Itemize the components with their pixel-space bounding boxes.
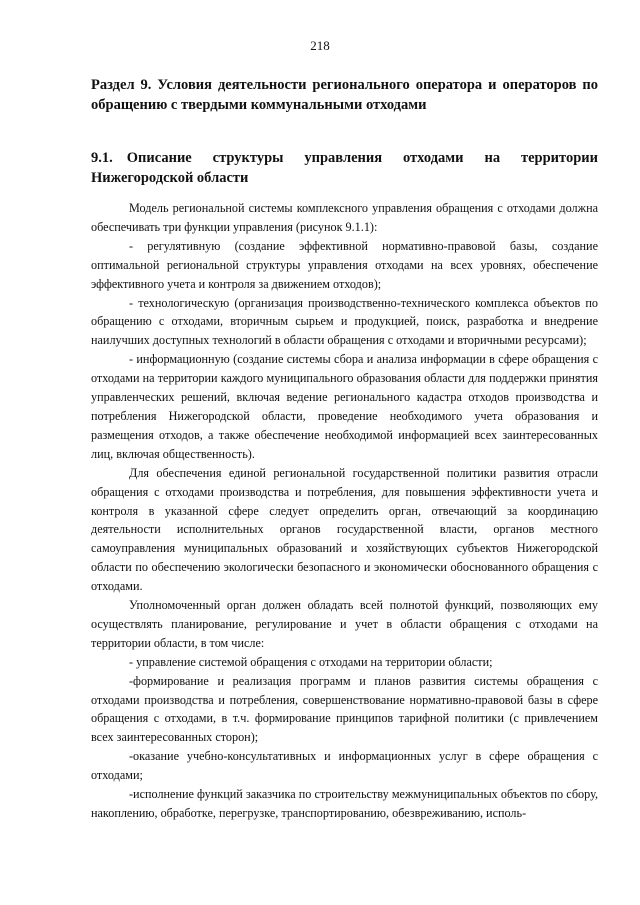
subsection-number: 9.1. [91, 150, 113, 166]
paragraph: Для обеспечения единой региональной государственной политики развития отрасли обращения с отходами производства и потребления, для повышения эффективности учета и контроля в указанной сфере следует определить орган, отвечающий за координацию деятельности исполнительных органов государственной власти, органов местного самоуправления муниципальных образований и хозяйствующих субъектов Нижегородской области по обеспечению экологически безопасного и экономически обоснованного обращения с отходами. [91, 465, 598, 594]
subsection-title-text: Описание структуры управления отходами на территории Нижегородской области [91, 150, 598, 186]
list-item: - управление системой обращения с отходами на территории области; [129, 654, 493, 669]
list-item: - технологическую (организация производственно-технического комплекса объектов по обращению с отходами, вторичным сырьем и продукцией, поиск, разработка и внедрение наилучших доступных технологий в области обращения с отходами и вторичными ресурсами); [91, 295, 598, 348]
list-item: - регулятивную (создание эффективной нормативно-правовой базы, создание оптимальной региональной структуры управления отходами на всех уровнях, обеспечение эффективного учета и контроля за движением отходов); [91, 238, 598, 291]
subsection-title [91, 149, 598, 188]
list-item: - информационную (создание системы сбора и анализа информации в сфере обращения с отходами на территории каждого муниципального образования области для поддержки принятия управленческих решений, включая ведение регионального кадастра отходов производства и потребления Нижегородской области, проведение необходимого учета образования и размещения отходов, а также обеспечение необходимой информацией всех заинтересованных лиц, включая общественность). [91, 352, 598, 461]
list-item: -формирование и реализация программ и планов развития системы обращения с отходами производства и потребления, совершенствование нормативно-правовой базы в сфере обращения с отходами, в т.ч. формирование принципов тарифной политики (с привлечением всех заинтересованных сторон); [91, 673, 598, 745]
section-title: Раздел 9. Условия деятельности регионального оператора и операторов по обращению с твердыми коммунальными отходами [91, 77, 598, 113]
list-item: -оказание учебно-консультативных и информационных услуг в сфере обращения с отходами; [91, 749, 598, 783]
paragraph: Модель региональной системы комплексного управления обращения с отходами должна обеспечивать три функции управления (рисунок 9.1.1): [91, 201, 598, 234]
document-content [91, 76, 598, 823]
body-text [91, 199, 598, 823]
paragraph: Уполномоченный орган должен обладать всей полнотой функций, позволяющих ему осуществлять планирование, регулирование и учет в области обращения с отходами на территории области, в том числе: [91, 598, 598, 650]
list-item: -исполнение функций заказчика по строительству межмуниципальных объектов по сбору, накоплению, обработке, перегрузке, транспортированию, обезвреживанию, исполь- [91, 787, 598, 820]
page-number: 218 [310, 38, 330, 53]
